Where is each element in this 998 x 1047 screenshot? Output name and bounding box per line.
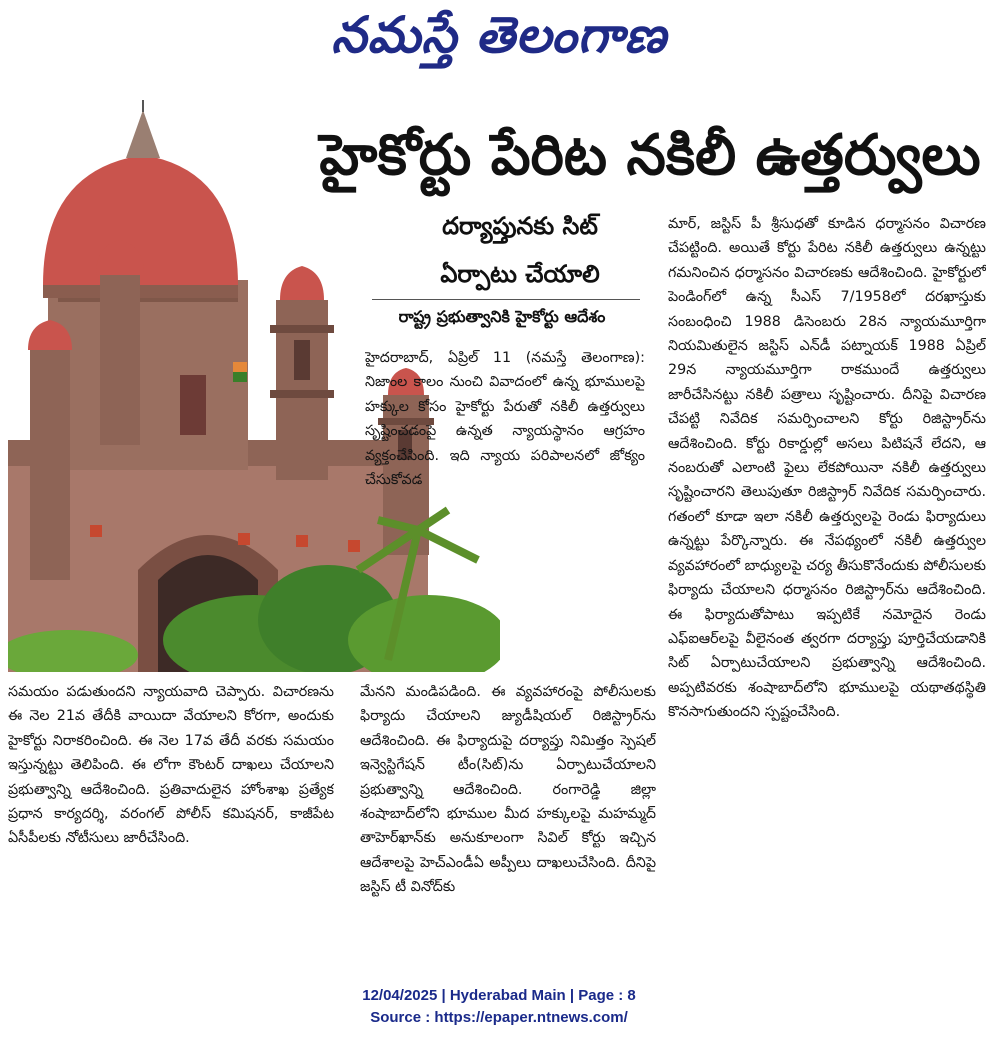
footer-source-link[interactable]: Source : https://epaper.ntnews.com/ — [370, 1009, 628, 1026]
article-headline: హైకోర్టు పేరిట నకిలీ ఉత్తర్వులు — [319, 123, 981, 188]
column-middle-text: మేనని మండిపడింది. ఈ వ్యవహారంపై పోలీసులకు ఫిర్యాదు చేయాలని జ్యుడీషియల్ రిజిస్ట్రార్‌ను ఆదేశించింది. ఈ ఫిర్యాదుపై దర్యాప్తు నిమిత్తం స్పెషల్ ఇన్వెస్టిగేషన్ టీం(సిట్)ను ఏర్పాటుచేయాలని ప్రభుత్వాన్ని ఆదేశించింది. రంగారెడ్డి జిల్లా శంషాబాద్‌లోని భూముల మీద హక్కులపై మహమ్మద్ తాహెర్‌ఖాన్‌కు అనుకూలంగా సివిల్ కోర్టు ఇచ్చిన ఆదేశాలపై హెచ్ఎండీఏ అప్పీలు దాఖలుచేసింది. దీనిపై జస్టిస్ టీ వినోద్‌కు — [360, 684, 656, 896]
subhead-divider — [372, 299, 640, 300]
column-left-text: సమయం పడుతుందని న్యాయవాది చెప్పారు. విచారణను ఈ నెల 21వ తేదీకి వాయిదా వేయాలని కోరగా, అందుకు హైకోర్టు నిరాకరించింది. ఈ నెల 17వ తేదీ వరకు సమయం ఇస్తున్నట్టు తెలిపింది. ఈ లోగా కౌంటర్ దాఖలు చేయాలని ప్రభుత్వాన్ని ఆదేశించింది. ప్రతివాదులైన హోంశాఖ ప్రత్యేక ప్రధాన కార్యదర్శి, వరంగల్ పోలీస్ కమిషనర్, కాజీపేట ఏసీపీలకు నోటీసులు జారీచేసింది. — [8, 684, 334, 847]
masthead-title: నమస్తే తెలంగాణ — [331, 6, 667, 64]
article-column-right — [668, 212, 986, 960]
article-subhead-line1: దర్యాప్తునకు సిట్ — [442, 212, 598, 240]
article-kicker: రాష్ట్ర ప్రభుత్వానికి హైకోర్టు ఆదేశం — [398, 307, 606, 326]
footer-edition-info: 12/04/2025 | Hyderabad Main | Page : 8 — [362, 987, 636, 1004]
article-column-left — [8, 680, 334, 960]
dateline-text: హైదరాబాద్, ఏప్రిల్ 11 (నమస్తే తెలంగాణ): నిజాంల కాలం నుంచి వివాదంలో ఉన్న భూములపై హక్కుల కోసం హైకోర్టు పేరుతో నకిలీ ఉత్తర్వులు సృష్టించడంపై ఉన్నత న్యాయస్థానం ఆగ్రహం వ్యక్తంచేసింది. ఇది న్యాయ పరిపాలనలో జోక్యం చేసుకోవడ — [365, 350, 645, 489]
column-right-text: మార్, జస్టిస్ పీ శ్రీసుధతో కూడిన ధర్మాసనం విచారణ చేపట్టింది. అయితే కోర్టు పేరిట నకిలీ ఉత్తర్వులు ఉన్నట్టు గమనించిన ధర్మాసనం విచారణకు ఆదేశించింది. హైకోర్టులో పెండింగ్‌లో ఉన్న సీఎస్ 7/1958లో దరఖాస్తుకు సంబంధించి 1988 డిసెంబరు 28న న్యాయమూర్తిగా నియమితులైన జస్టిస్ ఎన్‌డీ పట్నాయక్ 1988 ఏప్రిల్ 29న న్యాయమూర్తిగా రాకముందే ఉత్తర్వులు జారీచేసినట్టు నకిలీ పత్రాలు సృష్టించారు. దీనిపై విచారణ చేపట్టి నివేదిక సమర్పించాలని కోర్టు రిజిస్ట్రార్‌ను ఆదేశించింది. కోర్టు రికార్డుల్లో అసలు పిటిషనే లేదని, ఆ నంబరుతో ఎలాంటి ఫైలు లేకపోయినా నకిలీ ఉత్తర్వులు సృష్టించారని తెలుపుతూ రిజిస్ట్రార్ నివేదిక సమర్పించారు. గతంలో కూడా ఇలా నకిలీ ఉత్తర్వులపై రెండు ఫిర్యాదులు ఉన్నట్టు పేర్కొన్నారు. ఈ నేపథ్యంలో నకిలీ ఉత్తర్వుల వ్యవహారంలో బాధ్యులపై చర్య తీసుకొనేందుకు పోలీసులకు ఫిర్యాదు చేయాలని ధర్మాసనం రిజిస్ట్రార్‌ను ఆదేశించింది. ఈ ఫిర్యాదుతోపాటు ఇప్పటికే నమోదైన రెండు ఎఫ్ఐఆర్‌లపై వీలైనంత త్వరగా దర్యాప్తు పూర్తిచేయడానికి సిట్ ఏర్పాటుచేయాలని ప్రభుత్వాన్ని ఆదేశించింది. అప్పటివరకు శంషాబాద్‌లోని భూములపై యథాతథస్థితి కొనసాగుతుందని స్పష్టంచేసింది. — [668, 216, 986, 721]
article-dateline-paragraph — [365, 346, 645, 676]
article-column-middle — [360, 680, 656, 960]
article-subhead-line2: ఏర్పాటు చేయాలి — [440, 260, 600, 288]
